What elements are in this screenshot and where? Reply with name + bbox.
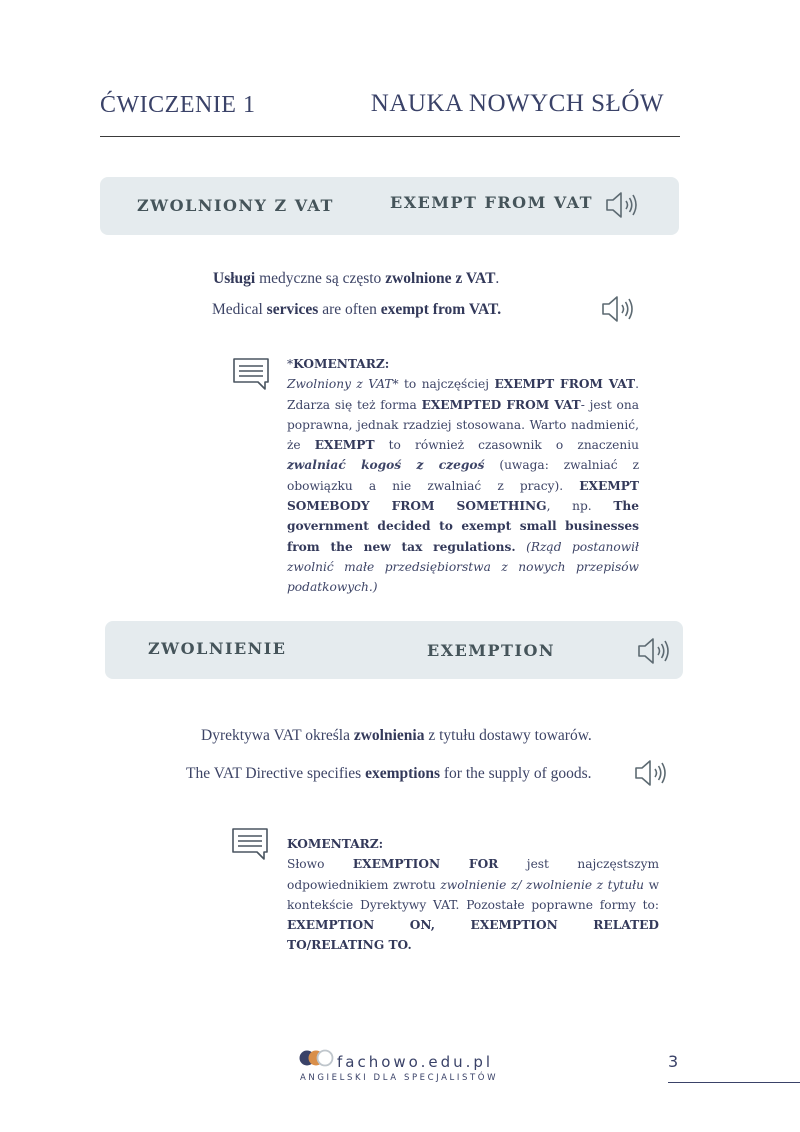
logo-text: fachowo.edu.pl (337, 1053, 494, 1071)
term-english: EXEMPT FROM VAT (390, 193, 594, 212)
vocab-band (105, 621, 683, 679)
example-polish: Dyrektywa VAT określa zwolnienia z tytułu dostawy towarów. (201, 727, 592, 744)
term-polish: ZWOLNIENIE (148, 639, 287, 658)
comment-text: KOMENTARZ: Słowo EXEMPTION FOR jest najczęstszym odpowiednikiem zwrotu zwolnienie z/ zwolnienie z tytułu w kontekście Dyrektywy VAT. Pozostałe poprawne formy to: EXEMPTION ON, EXEMPTION RELATED TO/RELATING TO. (287, 837, 660, 953)
term-english: EXEMPTION (427, 641, 555, 660)
comment-icon (231, 356, 271, 392)
speaker-icon[interactable] (633, 758, 669, 788)
comment-icon (230, 826, 270, 862)
section-title: NAUKA NOWYCH SŁÓW (370, 90, 664, 117)
speaker-icon[interactable] (636, 636, 672, 666)
logo-dots-icon (298, 1049, 336, 1067)
comment-text: *KOMENTARZ: Zwolniony z VAT* to najczęściej EXEMPT FROM VAT. Zdarza się też forma EXEMPTED FROM VAT- jest ona poprawna, jednak rzadziej stosowana. Warto nadmienić, że EXEMPT to również czasownik o znaczeniu zwalniać kogoś z czegoś (uwaga: zwalniać z obowiązku a nie zwalniać z pracy). EXEMPT SOMEBODY FROM SOMETHING, np. The government decided to exempt small businesses from the new tax regulations. (Rząd postanowił zwolnić małe przedsiębiorstwa z nowych przepisów podatkowych.) (287, 357, 640, 595)
term-polish: ZWOLNIONY Z VAT (137, 196, 334, 215)
speaker-icon[interactable] (600, 294, 636, 324)
exercise-title: ĆWICZENIE 1 (100, 92, 256, 118)
example-english: The VAT Directive specifies exemptions for the supply of goods. (186, 765, 592, 782)
footer-divider (668, 1082, 800, 1083)
speaker-icon[interactable] (604, 190, 640, 220)
page-number: 3 (668, 1052, 679, 1071)
logo-tagline: ANGIELSKI DLA SPECJALISTÓW (300, 1073, 499, 1083)
header-divider (100, 136, 680, 137)
example-polish: Usługi medyczne są często zwolnione z VAT. (213, 270, 500, 287)
vocab-band (100, 177, 679, 235)
example-english: Medical services are often exempt from VAT. (212, 301, 502, 318)
